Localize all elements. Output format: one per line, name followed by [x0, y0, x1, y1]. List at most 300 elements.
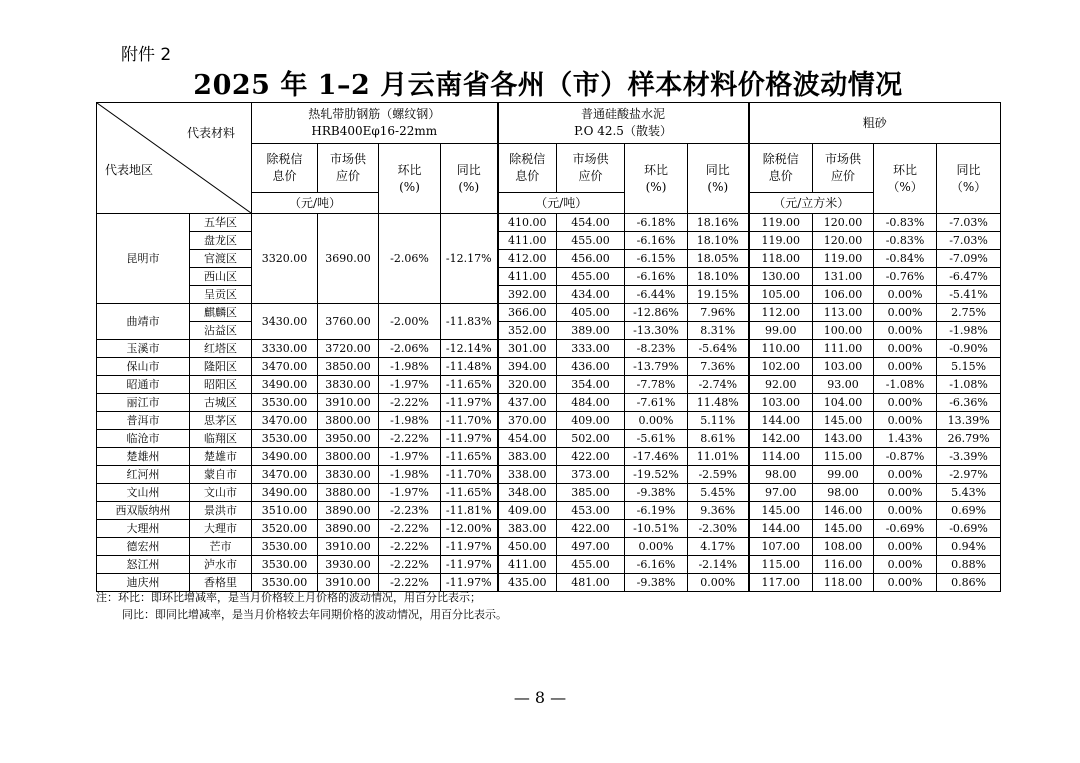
steel-mom: -2.22%	[379, 394, 441, 412]
sand-mom: -0.76%	[874, 268, 937, 286]
cement-ex-tax: 437.00	[498, 394, 557, 412]
cement-market: 497.00	[557, 538, 625, 556]
table-row	[97, 556, 1001, 574]
steel-mom: -2.23%	[379, 502, 441, 520]
city-cell: 德宏州	[97, 538, 190, 556]
sand-yoy: 2.75%	[937, 304, 1001, 322]
sand-mom: -1.08%	[874, 376, 937, 394]
district-cell: 文山市	[190, 484, 252, 502]
steel-market: 3910.00	[318, 538, 379, 556]
steel-ex-tax: 3320.00	[252, 214, 318, 304]
sand-ex-tax: 144.00	[749, 412, 813, 430]
sand-yoy: 0.86%	[937, 574, 1001, 592]
sand-mom: 0.00%	[874, 484, 937, 502]
sand-market: 103.00	[813, 358, 874, 376]
sand-yoy: 13.39%	[937, 412, 1001, 430]
sand-ex-tax: 92.00	[749, 376, 813, 394]
cement-ex-tax: 454.00	[498, 430, 557, 448]
cement-market: 455.00	[557, 556, 625, 574]
cement-market: 373.00	[557, 466, 625, 484]
sand-market: 100.00	[813, 322, 874, 340]
cement-market: 455.00	[557, 232, 625, 250]
steel-mom: -2.22%	[379, 574, 441, 592]
city-cell: 昭通市	[97, 376, 190, 394]
sand-mom: 0.00%	[874, 286, 937, 304]
corner-material-label: 代表材料	[186, 126, 235, 140]
cement-market: 354.00	[557, 376, 625, 394]
sand-market: 108.00	[813, 538, 874, 556]
notes	[96, 589, 507, 623]
steel-ex-tax: 3490.00	[252, 484, 318, 502]
sand-yoy: -1.98%	[937, 322, 1001, 340]
sand-market: 119.00	[813, 250, 874, 268]
steel-yoy: -11.48%	[441, 358, 498, 376]
sand-mom: -0.83%	[874, 214, 937, 232]
cement-yoy: 18.10%	[688, 232, 749, 250]
sand-mom: 0.00%	[874, 304, 937, 322]
steel-mom: -1.97%	[379, 448, 441, 466]
district-cell: 思茅区	[190, 412, 252, 430]
cement-mom: -10.51%	[625, 520, 688, 538]
cement-ex-tax: 412.00	[498, 250, 557, 268]
district-cell: 麒麟区	[190, 304, 252, 322]
city-cell: 丽江市	[97, 394, 190, 412]
cement-mom: -5.61%	[625, 430, 688, 448]
steel-ex-tax: 3490.00	[252, 376, 318, 394]
sand-yoy: -2.97%	[937, 466, 1001, 484]
steel-mom: -1.97%	[379, 484, 441, 502]
cement-name: 普通硅酸盐水泥	[581, 107, 666, 121]
note-mom: 注：环比：即环比增减率，是当月价格较上月价格的波动情况，用百分比表示；	[96, 591, 481, 604]
page-number: — 8 —	[513, 688, 567, 707]
sand-unit: （元/立方米）	[749, 193, 874, 214]
city-cell: 西双版纳州	[97, 502, 190, 520]
sand-ex-tax: 118.00	[749, 250, 813, 268]
steel-market: 3880.00	[318, 484, 379, 502]
sand-market: 99.00	[813, 466, 874, 484]
cement-market: 333.00	[557, 340, 625, 358]
sand-market: 146.00	[813, 502, 874, 520]
steel-name: 热轧带肋钢筋（螺纹钢）	[308, 107, 441, 121]
city-cell: 普洱市	[97, 412, 190, 430]
steel-mom: -1.98%	[379, 466, 441, 484]
sand-yoy: 26.79%	[937, 430, 1001, 448]
table-row	[97, 394, 1001, 412]
cement-mom: -7.78%	[625, 376, 688, 394]
sand-yoy: -0.69%	[937, 520, 1001, 538]
header-row-materials	[97, 103, 1001, 144]
steel-mom: -2.22%	[379, 556, 441, 574]
table-row	[97, 502, 1001, 520]
sand-ex-tax: 103.00	[749, 394, 813, 412]
cement-ex-tax: 450.00	[498, 538, 557, 556]
steel-market: 3760.00	[318, 304, 379, 340]
steel-header	[252, 103, 498, 144]
cement-ex-tax: 338.00	[498, 466, 557, 484]
cement-spec: P.O 42.5（散装）	[574, 124, 672, 138]
sand-ex-tax: 130.00	[749, 268, 813, 286]
cement-market: 405.00	[557, 304, 625, 322]
sand-market-header: 市场供 应价	[813, 144, 874, 193]
steel-spec: HRB400Eφ16-22mm	[311, 124, 438, 138]
district-cell: 古城区	[190, 394, 252, 412]
cement-yoy: -2.14%	[688, 556, 749, 574]
steel-yoy: -11.97%	[441, 430, 498, 448]
cement-yoy: 9.36%	[688, 502, 749, 520]
cement-market: 434.00	[557, 286, 625, 304]
steel-ex-tax: 3530.00	[252, 430, 318, 448]
district-cell: 蒙自市	[190, 466, 252, 484]
steel-yoy-header: 同比 (%)	[441, 144, 498, 214]
sand-ex-tax: 142.00	[749, 430, 813, 448]
cement-yoy: 5.45%	[688, 484, 749, 502]
cement-unit: （元/吨）	[498, 193, 625, 214]
sand-mom: 0.00%	[874, 340, 937, 358]
sand-yoy: -7.09%	[937, 250, 1001, 268]
steel-ex-tax: 3430.00	[252, 304, 318, 340]
cement-mom: -9.38%	[625, 484, 688, 502]
sand-mom: 0.00%	[874, 322, 937, 340]
cement-mom: -19.52%	[625, 466, 688, 484]
sand-ex-tax: 119.00	[749, 232, 813, 250]
cement-market: 385.00	[557, 484, 625, 502]
sand-ex-tax: 99.00	[749, 322, 813, 340]
sand-ex-tax: 102.00	[749, 358, 813, 376]
steel-yoy: -11.70%	[441, 412, 498, 430]
cement-yoy: 18.16%	[688, 214, 749, 232]
sand-mom: 0.00%	[874, 466, 937, 484]
city-cell: 文山州	[97, 484, 190, 502]
cement-ex-tax: 320.00	[498, 376, 557, 394]
sand-yoy: -6.47%	[937, 268, 1001, 286]
cement-ex-tax: 352.00	[498, 322, 557, 340]
steel-mom: -2.06%	[379, 214, 441, 304]
cement-header	[498, 103, 749, 144]
table-row	[97, 466, 1001, 484]
steel-market: 3830.00	[318, 376, 379, 394]
sand-ex-tax: 107.00	[749, 538, 813, 556]
steel-yoy: -12.14%	[441, 340, 498, 358]
cement-yoy: -2.74%	[688, 376, 749, 394]
table-row	[97, 484, 1001, 502]
sand-yoy: -7.03%	[937, 214, 1001, 232]
cement-yoy: 11.01%	[688, 448, 749, 466]
cement-market: 409.00	[557, 412, 625, 430]
city-cell: 迪庆州	[97, 574, 190, 592]
table-row	[97, 214, 1001, 232]
sand-mom: -0.84%	[874, 250, 937, 268]
steel-market: 3850.00	[318, 358, 379, 376]
sand-market: 120.00	[813, 232, 874, 250]
cement-ex-tax: 409.00	[498, 502, 557, 520]
district-cell: 楚雄市	[190, 448, 252, 466]
sand-market: 113.00	[813, 304, 874, 322]
cement-yoy: 18.10%	[688, 268, 749, 286]
steel-yoy: -11.97%	[441, 538, 498, 556]
steel-market: 3890.00	[318, 502, 379, 520]
sand-yoy: 0.69%	[937, 502, 1001, 520]
cement-ex-tax: 435.00	[498, 574, 557, 592]
sand-ex-tax: 112.00	[749, 304, 813, 322]
sand-yoy: -7.03%	[937, 232, 1001, 250]
corner-cell	[97, 103, 252, 214]
steel-yoy: -11.65%	[441, 376, 498, 394]
cement-ex-tax: 383.00	[498, 520, 557, 538]
cement-market: 422.00	[557, 520, 625, 538]
table-row	[97, 430, 1001, 448]
sand-market: 115.00	[813, 448, 874, 466]
cement-market: 422.00	[557, 448, 625, 466]
cement-mom: -9.38%	[625, 574, 688, 592]
sand-yoy: 5.43%	[937, 484, 1001, 502]
cement-yoy: 18.05%	[688, 250, 749, 268]
table-row	[97, 448, 1001, 466]
cement-ex-tax: 392.00	[498, 286, 557, 304]
steel-yoy: -11.97%	[441, 394, 498, 412]
sand-yoy-header: 同比 （%）	[937, 144, 1001, 214]
steel-market: 3890.00	[318, 520, 379, 538]
steel-ex-tax: 3520.00	[252, 520, 318, 538]
steel-market: 3830.00	[318, 466, 379, 484]
cement-yoy-header: 同比 (%)	[688, 144, 749, 214]
price-table	[96, 102, 1001, 592]
sand-ex-tax: 119.00	[749, 214, 813, 232]
steel-mom-header: 环比 (%)	[379, 144, 441, 214]
table-row	[97, 538, 1001, 556]
table-row	[97, 268, 1001, 286]
attachment-label: 附件 2	[121, 45, 172, 65]
table-row	[97, 322, 1001, 340]
sand-ex-tax: 114.00	[749, 448, 813, 466]
diagonal-line	[97, 103, 251, 213]
sand-market: 143.00	[813, 430, 874, 448]
cement-ex-tax: 411.00	[498, 268, 557, 286]
cement-yoy: 19.15%	[688, 286, 749, 304]
sand-mom: 0.00%	[874, 574, 937, 592]
steel-mom: -2.22%	[379, 520, 441, 538]
steel-market: 3950.00	[318, 430, 379, 448]
district-cell: 五华区	[190, 214, 252, 232]
steel-mom: -1.97%	[379, 376, 441, 394]
cement-market: 456.00	[557, 250, 625, 268]
cement-yoy: 7.96%	[688, 304, 749, 322]
sand-ex-tax-header: 除税信 息价	[749, 144, 813, 193]
sand-market: 131.00	[813, 268, 874, 286]
cement-mom: -13.30%	[625, 322, 688, 340]
sand-ex-tax: 98.00	[749, 466, 813, 484]
district-cell: 香格里	[190, 574, 252, 592]
city-cell: 保山市	[97, 358, 190, 376]
sand-mom: 0.00%	[874, 412, 937, 430]
steel-mom: -1.98%	[379, 358, 441, 376]
steel-ex-tax: 3530.00	[252, 556, 318, 574]
cement-mom: 0.00%	[625, 538, 688, 556]
cement-ex-tax: 366.00	[498, 304, 557, 322]
steel-ex-tax: 3470.00	[252, 358, 318, 376]
steel-yoy: -11.97%	[441, 556, 498, 574]
sand-ex-tax: 145.00	[749, 502, 813, 520]
cement-yoy: -2.30%	[688, 520, 749, 538]
page-title: 2025 年 1–2 月云南省各州（市）样本材料价格波动情况	[193, 70, 903, 101]
steel-market: 3910.00	[318, 394, 379, 412]
table-row	[97, 304, 1001, 322]
cement-mom: -6.16%	[625, 556, 688, 574]
city-cell: 玉溪市	[97, 340, 190, 358]
district-cell: 昭阳区	[190, 376, 252, 394]
district-cell: 官渡区	[190, 250, 252, 268]
sand-mom: 0.00%	[874, 502, 937, 520]
sand-name: 粗砂	[862, 115, 887, 130]
cement-yoy: 0.00%	[688, 574, 749, 592]
sand-yoy: -0.90%	[937, 340, 1001, 358]
cement-yoy: 5.11%	[688, 412, 749, 430]
steel-mom: -2.06%	[379, 340, 441, 358]
table-row	[97, 520, 1001, 538]
cement-ex-tax-header: 除税信 息价	[498, 144, 557, 193]
cement-yoy: 4.17%	[688, 538, 749, 556]
steel-yoy: -12.17%	[441, 214, 498, 304]
district-cell: 隆阳区	[190, 358, 252, 376]
steel-yoy: -12.00%	[441, 520, 498, 538]
sand-market: 111.00	[813, 340, 874, 358]
sand-market: 98.00	[813, 484, 874, 502]
steel-market-header: 市场供 应价	[318, 144, 379, 193]
steel-mom: -2.22%	[379, 430, 441, 448]
district-cell: 呈贡区	[190, 286, 252, 304]
sand-ex-tax: 97.00	[749, 484, 813, 502]
steel-ex-tax: 3470.00	[252, 412, 318, 430]
table-row	[97, 340, 1001, 358]
steel-market: 3690.00	[318, 214, 379, 304]
steel-ex-tax: 3530.00	[252, 394, 318, 412]
table-row	[97, 286, 1001, 304]
steel-ex-tax: 3330.00	[252, 340, 318, 358]
cement-ex-tax: 370.00	[498, 412, 557, 430]
cement-mom: 0.00%	[625, 412, 688, 430]
steel-market: 3720.00	[318, 340, 379, 358]
sand-yoy: -6.36%	[937, 394, 1001, 412]
cement-market: 453.00	[557, 502, 625, 520]
cement-yoy: -5.64%	[688, 340, 749, 358]
district-cell: 临翔区	[190, 430, 252, 448]
sand-market: 120.00	[813, 214, 874, 232]
cement-market: 481.00	[557, 574, 625, 592]
sand-mom: 0.00%	[874, 556, 937, 574]
cement-ex-tax: 348.00	[498, 484, 557, 502]
cement-mom: -6.19%	[625, 502, 688, 520]
steel-mom: -2.00%	[379, 304, 441, 340]
cement-market: 454.00	[557, 214, 625, 232]
steel-yoy: -11.65%	[441, 484, 498, 502]
cement-mom: -6.15%	[625, 250, 688, 268]
cement-mom: -12.86%	[625, 304, 688, 322]
district-cell: 红塔区	[190, 340, 252, 358]
sand-mom: -0.83%	[874, 232, 937, 250]
district-cell: 泸水市	[190, 556, 252, 574]
cement-market: 436.00	[557, 358, 625, 376]
steel-mom: -1.98%	[379, 412, 441, 430]
cement-ex-tax: 411.00	[498, 556, 557, 574]
table-row	[97, 250, 1001, 268]
city-cell: 怒江州	[97, 556, 190, 574]
sand-market: 93.00	[813, 376, 874, 394]
cement-ex-tax: 394.00	[498, 358, 557, 376]
cement-yoy: 8.31%	[688, 322, 749, 340]
cement-market: 484.00	[557, 394, 625, 412]
sand-header	[749, 103, 1001, 144]
cement-mom: -7.61%	[625, 394, 688, 412]
steel-market: 3800.00	[318, 412, 379, 430]
sand-market: 145.00	[813, 520, 874, 538]
district-cell: 盘龙区	[190, 232, 252, 250]
sand-ex-tax: 117.00	[749, 574, 813, 592]
sand-mom: 0.00%	[874, 394, 937, 412]
sand-mom: 0.00%	[874, 538, 937, 556]
steel-ex-tax: 3530.00	[252, 538, 318, 556]
city-cell: 临沧市	[97, 430, 190, 448]
cement-market-header: 市场供 应价	[557, 144, 625, 193]
steel-mom: -2.22%	[379, 538, 441, 556]
district-cell: 沾益区	[190, 322, 252, 340]
cement-mom: -6.18%	[625, 214, 688, 232]
sand-yoy: -3.39%	[937, 448, 1001, 466]
cement-market: 455.00	[557, 268, 625, 286]
steel-yoy: -11.97%	[441, 574, 498, 592]
sand-ex-tax: 144.00	[749, 520, 813, 538]
sand-market: 104.00	[813, 394, 874, 412]
note-yoy: 同比：即同比增减率，是当月价格较去年同期价格的波动情况，用百分比表示。	[122, 608, 507, 621]
steel-ex-tax: 3510.00	[252, 502, 318, 520]
cement-mom: -6.44%	[625, 286, 688, 304]
steel-unit: （元/吨）	[252, 193, 379, 214]
cement-market: 502.00	[557, 430, 625, 448]
sand-yoy: -5.41%	[937, 286, 1001, 304]
table-row	[97, 232, 1001, 250]
cement-yoy: 8.61%	[688, 430, 749, 448]
steel-yoy: -11.81%	[441, 502, 498, 520]
cement-yoy: -2.59%	[688, 466, 749, 484]
steel-ex-tax: 3530.00	[252, 574, 318, 592]
district-cell: 芒市	[190, 538, 252, 556]
cement-mom: -6.16%	[625, 232, 688, 250]
sand-market: 118.00	[813, 574, 874, 592]
sand-mom: 0.00%	[874, 358, 937, 376]
cement-yoy: 11.48%	[688, 394, 749, 412]
steel-yoy: -11.65%	[441, 448, 498, 466]
district-cell: 大理市	[190, 520, 252, 538]
steel-yoy: -11.70%	[441, 466, 498, 484]
steel-market: 3930.00	[318, 556, 379, 574]
sand-mom: 1.43%	[874, 430, 937, 448]
cement-mom: -6.16%	[625, 268, 688, 286]
cement-ex-tax: 410.00	[498, 214, 557, 232]
cement-ex-tax: 301.00	[498, 340, 557, 358]
sand-ex-tax: 110.00	[749, 340, 813, 358]
steel-ex-tax: 3470.00	[252, 466, 318, 484]
sand-market: 116.00	[813, 556, 874, 574]
cement-mom: -8.23%	[625, 340, 688, 358]
table-row	[97, 412, 1001, 430]
sand-yoy: 0.88%	[937, 556, 1001, 574]
sand-yoy: 5.15%	[937, 358, 1001, 376]
city-cell: 昆明市	[97, 214, 190, 304]
steel-ex-tax: 3490.00	[252, 448, 318, 466]
cement-ex-tax: 411.00	[498, 232, 557, 250]
steel-yoy: -11.83%	[441, 304, 498, 340]
cement-market: 389.00	[557, 322, 625, 340]
cement-mom: -13.79%	[625, 358, 688, 376]
district-cell: 西山区	[190, 268, 252, 286]
